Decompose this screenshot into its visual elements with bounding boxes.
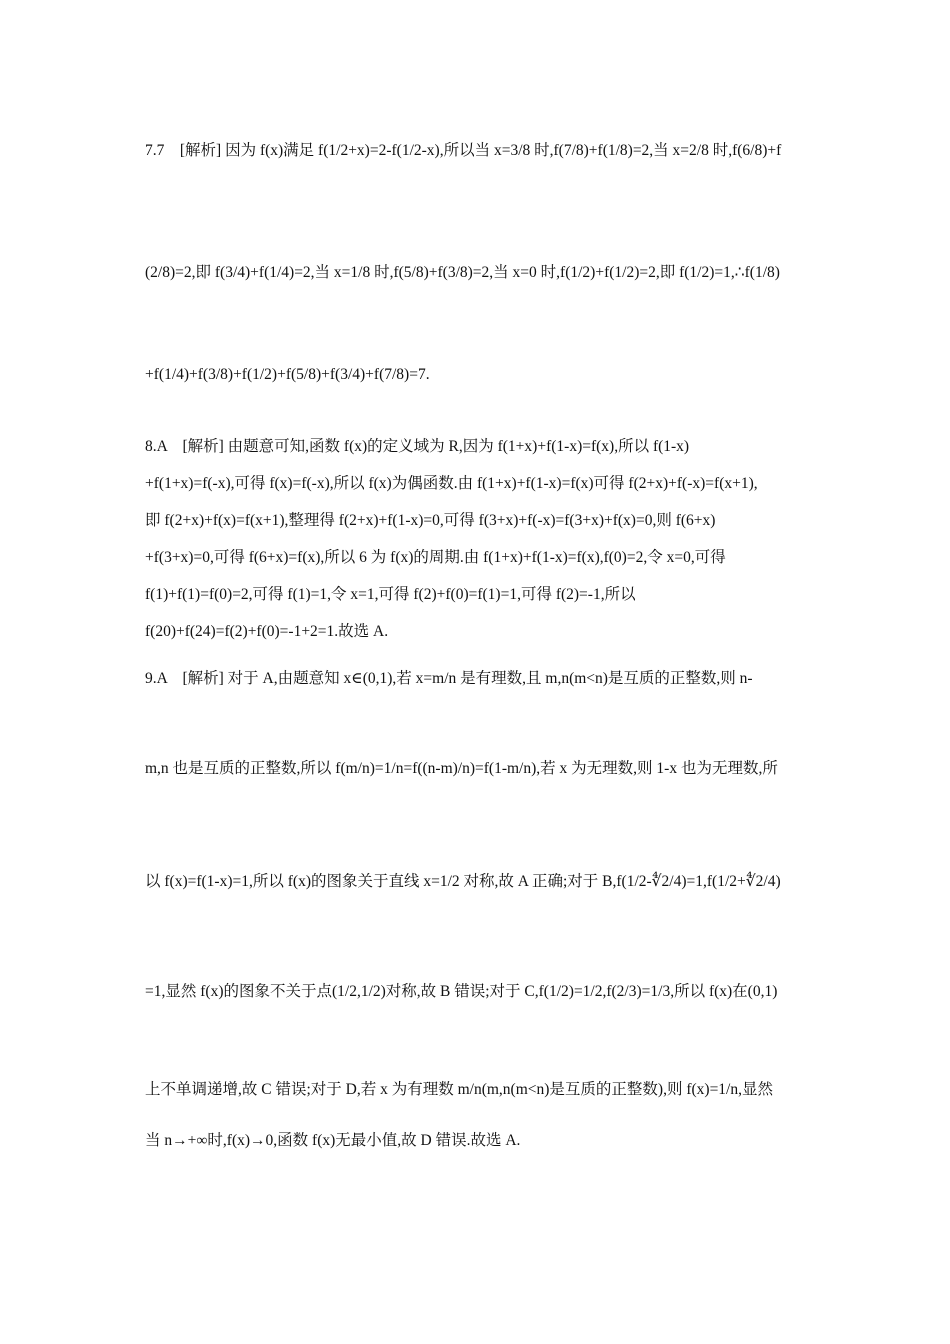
q8-row: f(20)+f(24)=f(2)+f(0)=-1+2=1.故选 A. xyxy=(145,623,389,640)
q9-line-5: 上不单调递增,故 C 错误;对于 D,若 x 为有理数 m/n(m,n(m<n)是互质的正整数),则 f(x)=1/n,显然 xyxy=(145,1081,773,1098)
q8-row: f(1)+f(1)=f(0)=2,可得 f(1)=1,令 x=1,可得 f(2)+f(0)=f(1)=1,可得 f(2)=-1,所以 xyxy=(145,586,636,603)
q9-line-3: 以 f(x)=f(1-x)=1,所以 f(x)的图象关于直线 x=1/2 对称,故 A 正确;对于 B,f(1/2-∜2/4)=1,f(1/2+∜2/4) xyxy=(145,873,781,890)
q9-line-6: 当 n→+∞时,f(x)→0,函数 f(x)无最小值,故 D 错误.故选 A. xyxy=(145,1132,521,1149)
q8-solution xyxy=(145,428,810,650)
q9-line-1: 9.A [解析] 对于 A,由题意知 x∈(0,1),若 x=m/n 是有理数,且 m,n(m<n)是互质的正整数,则 n- xyxy=(145,670,753,687)
q7-line-3: +f(1/4)+f(3/8)+f(1/2)+f(5/8)+f(3/4)+f(7/8)=7. xyxy=(145,366,430,383)
q9-line-4: =1,显然 f(x)的图象不关于点(1/2,1/2)对称,故 B 错误;对于 C,f(1/2)=1/2,f(2/3)=1/3,所以 f(x)在(0,1) xyxy=(145,983,778,1000)
q7-line-2: (2/8)=2,即 f(3/4)+f(1/4)=2,当 x=1/8 时,f(5/8)+f(3/8)=2,当 x=0 时,f(1/2)+f(1/2)=2,即 f(1/2)=1,∴f(1/8) xyxy=(145,264,780,281)
q8-row: 8.A [解析] 由题意可知,函数 f(x)的定义域为 R,因为 f(1+x)+f(1-x)=f(x),所以 f(1-x) xyxy=(145,438,690,455)
q8-row: +f(3+x)=0,可得 f(6+x)=f(x),所以 6 为 f(x)的周期.由 f(1+x)+f(1-x)=f(x),f(0)=2,令 x=0,可得 xyxy=(145,549,726,566)
q9-line-2: m,n 也是互质的正整数,所以 f(m/n)=1/n=f((n-m)/n)=f(1-m/n),若 x 为无理数,则 1-x 也为无理数,所 xyxy=(145,760,778,777)
q8-row: 即 f(2+x)+f(x)=f(x+1),整理得 f(2+x)+f(1-x)=0,可得 f(3+x)+f(-x)=f(3+x)+f(x)=0,则 f(6+x) xyxy=(145,512,716,529)
q8-row: +f(1+x)=f(-x),可得 f(x)=f(-x),所以 f(x)为偶函数.由 f(1+x)+f(1-x)=f(x)可得 f(2+x)+f(-x)=f(x+1), xyxy=(145,475,758,492)
q7-line-1: 7.7 [解析] 因为 f(x)满足 f(1/2+x)=2-f(1/2-x),所以当 x=3/8 时,f(7/8)+f(1/8)=2,当 x=2/8 时,f(6/8)+f xyxy=(145,142,782,159)
